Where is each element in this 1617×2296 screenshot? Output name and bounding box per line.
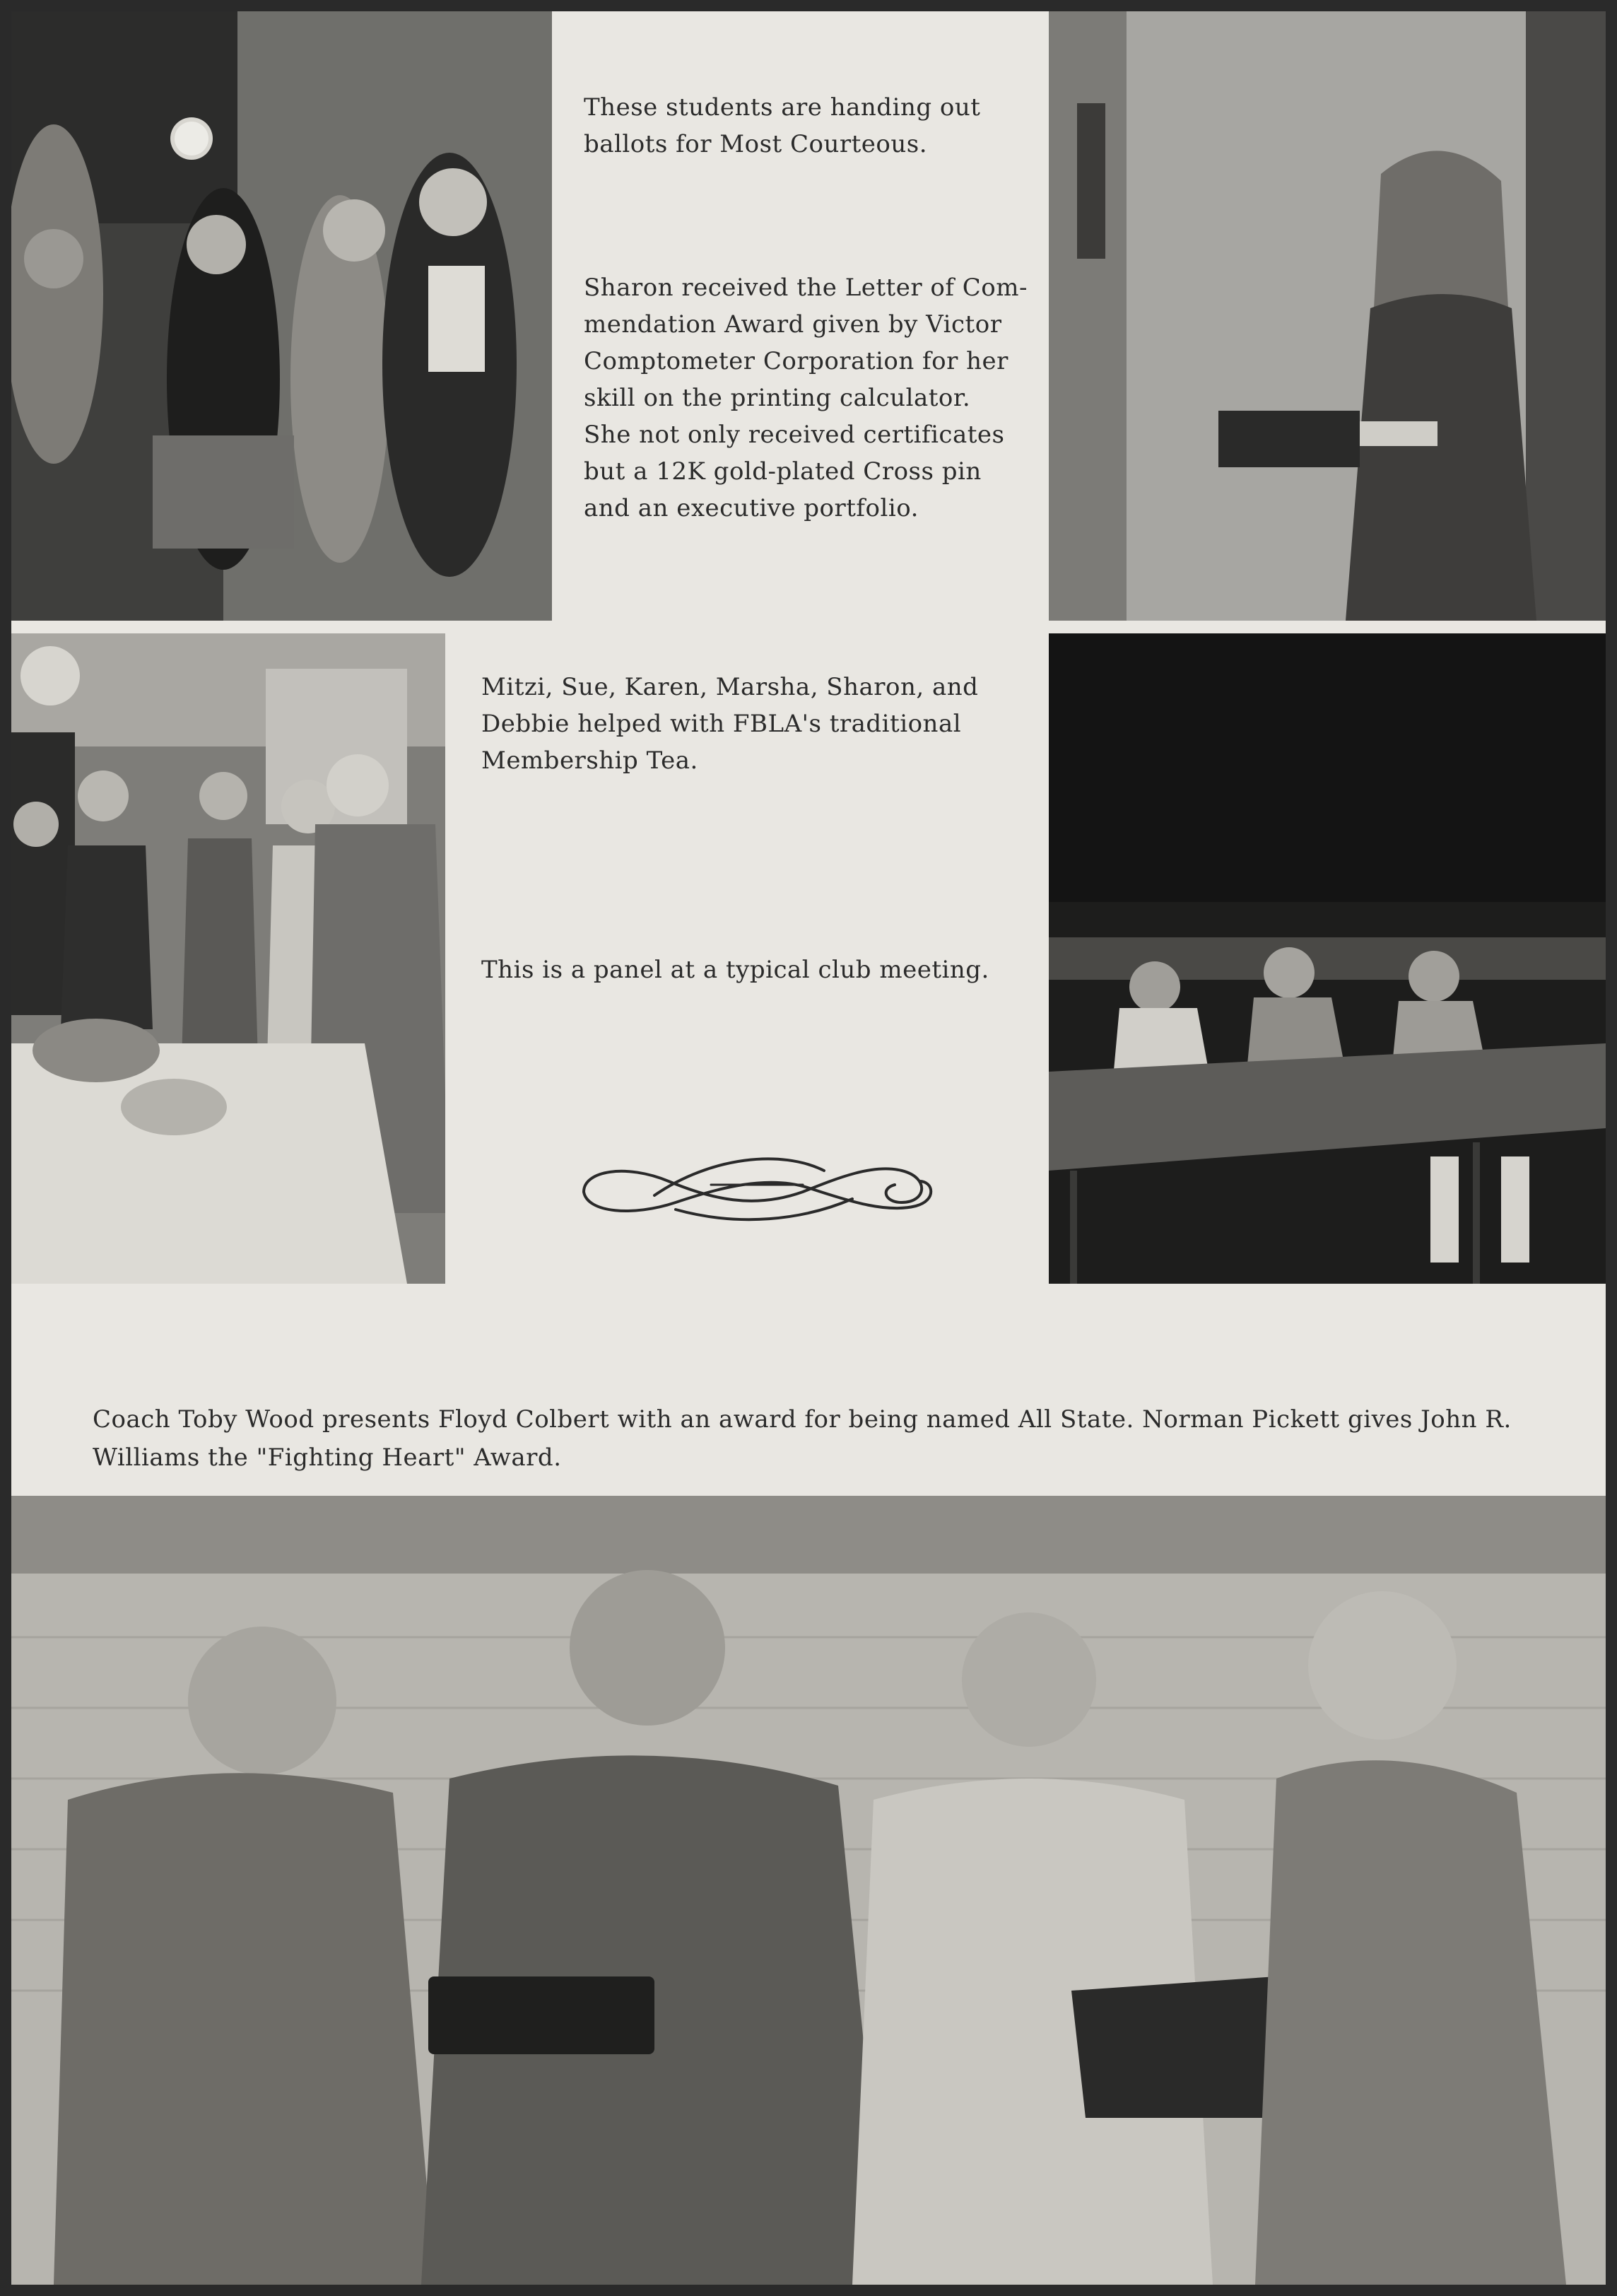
ballots-photo	[11, 11, 552, 621]
tea-photo	[11, 633, 445, 1284]
tea-caption: Mitzi, Sue, Karen, Marsha, Sharon, and Debbie helped with FBLA's traditional Membership Tea.	[481, 673, 979, 775]
flourish-ornament-icon	[570, 1142, 944, 1241]
sharon-photo	[1049, 11, 1606, 621]
awards-photo	[11, 1496, 1606, 2285]
panel-caption: This is a panel at a typical club meeting.	[481, 956, 989, 984]
ballots-caption: These students are handing out ballots for Most Courteous.	[584, 93, 981, 158]
awards-caption: Coach Toby Wood presents Floyd Colbert with an award for being named All State. Norman Pickett gives John R. Williams the "Fighting Heart" Award.	[93, 1405, 1512, 1472]
sharon-caption: Sharon received the Letter of Com- mendation Award given by Victor Comptometer Corporation for her skill on the printing calculator. She not only received certificates but a 12K gold-plated Cross pin and an executive portfolio.	[584, 274, 1028, 522]
panel-photo	[1049, 633, 1606, 1284]
yearbook-page	[11, 11, 1606, 2285]
